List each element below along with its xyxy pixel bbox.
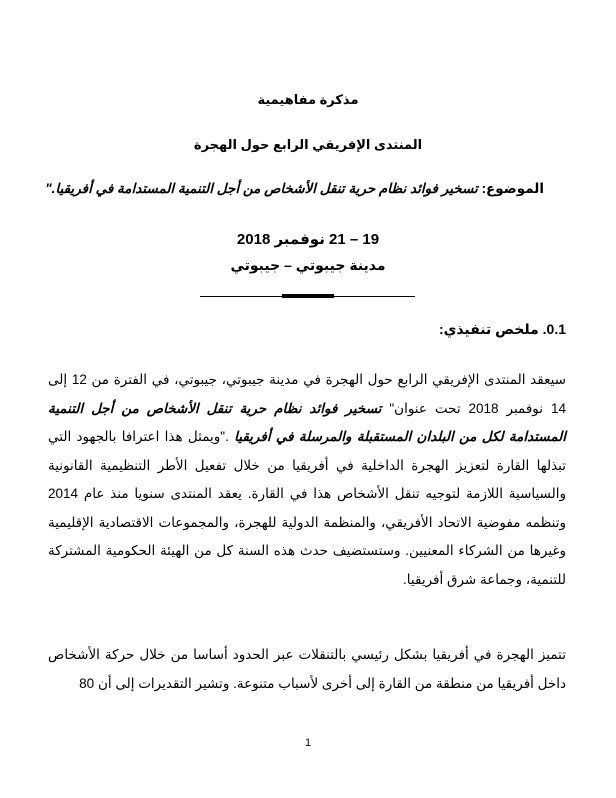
subject-line — [45, 181, 544, 197]
divider-accent — [282, 294, 334, 298]
paragraph1-bold: تسخير فوائد نظام حرية تنقل الأشخاص من أجل التنمية المستدامة لكل من البلدان المستقبلة والمرسلة في أفريقيا — [48, 400, 566, 444]
paragraph-executive-summary — [48, 366, 566, 594]
event-dates: 19 – 21 نوفمبر 2018 — [236, 231, 380, 248]
document-title: مذكرة مفاهيمية — [257, 92, 359, 107]
section-heading: 0.1. ملخص تنفيذي: — [438, 321, 566, 337]
page-number: 1 — [304, 737, 312, 749]
subject-text: تسخير فوائد نظام حرية تنقل الأشخاص من أجل التنمية المستدامة في أفريقيا." — [45, 181, 482, 196]
event-location: مدينة جيبوتي – جيبوتي — [230, 257, 386, 273]
subject-label: الموضوع: — [481, 181, 544, 196]
forum-name: المنتدى الإفريقي الرابع حول الهجرة — [193, 137, 423, 152]
paragraph1-part2: ."ويمثل هذا اعترافا بالجهود التي تبذلها القارة لتعزيز الهجرة الداخلية في أفريقيا من خلال تفعيل الأطر التنظيمية القانونية والسياسية اللازمة لتوجيه تنقل الأشخاص هذا في القارة. يعقد المنتدى سنويا منذ عام 2014 وتنظمه مفوضية الاتحاد الأفريقي، والمنظمة الدولية للهجرة، والمجموعات الاقتصادية الإقليمية وغيرها من الشركاء المعنيين. وستستضيف حدث هذه السنة كل من الهيئة الحكومية المشتركة للتنمية، وجماعة شرق أفريقيا. — [48, 429, 566, 587]
paragraph1-part1: سيعقد المنتدى الإفريقي الرابع حول الهجرة في مدينة جيبوتي، جيبوتي، في الفترة من 12 إلى 14 نوفمبر 2018 تحت عنوان" — [48, 372, 566, 416]
paragraph-migration: تتميز الهجرة في أفريقيا بشكل رئيسي بالتنقلات عبر الحدود أساسا من خلال حركة الأشخاص داخل أفريقيا من منطقة من القارة إلى أخرى لأسباب متنوعة. وتشير التقديرات إلى أن 80 — [48, 647, 566, 691]
